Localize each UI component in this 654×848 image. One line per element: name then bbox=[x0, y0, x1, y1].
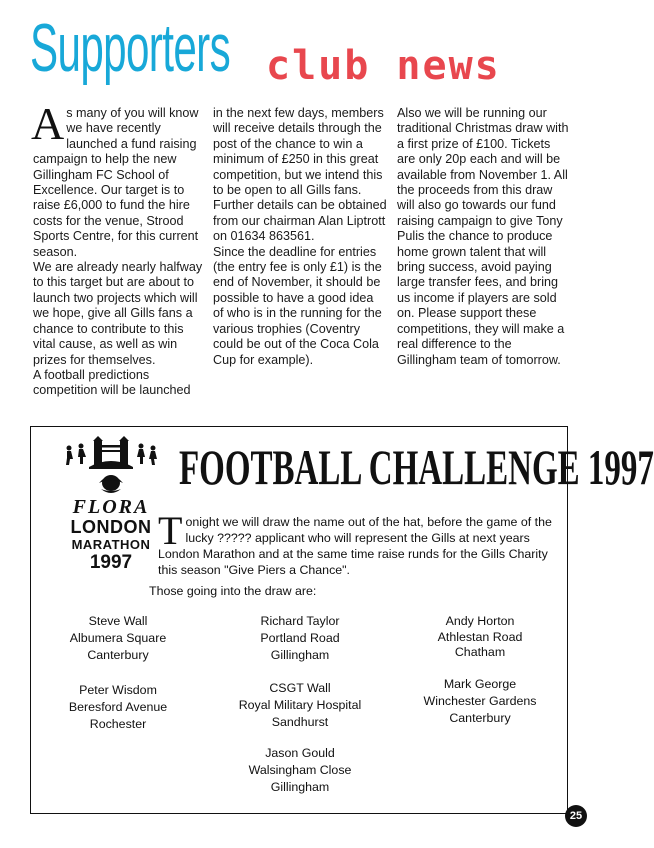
entrant-name: Richard Taylor bbox=[260, 614, 340, 628]
entrant-street: Athlestan Road bbox=[437, 630, 523, 644]
entrant-card bbox=[225, 745, 375, 796]
entrant-town: Canterbury bbox=[449, 711, 511, 725]
page-number-badge: 25 bbox=[565, 805, 587, 827]
paragraph: A football predictions competition will be launched bbox=[33, 367, 191, 398]
entrant-card bbox=[405, 676, 555, 727]
paragraph: Since the deadline for entries (the entry fee is only £1) is the end of November, it should be possible to have a good idea of who is in the running for the various trophies (Coventry could be out of the Coca Cola Cup for example). bbox=[213, 244, 382, 367]
logo-london: LONDON bbox=[70, 517, 152, 537]
entrant-town: Gillingham bbox=[270, 648, 330, 662]
logo-marathon: MARATHON bbox=[71, 537, 151, 552]
heading-club-news: club news bbox=[266, 43, 501, 89]
entrant-town: Gillingham bbox=[270, 780, 330, 794]
article-column-2 bbox=[213, 106, 387, 368]
draw-list-intro: Those going into the draw are: bbox=[149, 584, 317, 598]
entrant-name: Jason Gould bbox=[265, 746, 335, 760]
entrant-card bbox=[405, 613, 555, 660]
entrant-card bbox=[225, 613, 375, 664]
entrant-name: Peter Wisdom bbox=[79, 683, 157, 697]
entrant-town: Canterbury bbox=[87, 648, 149, 662]
football-challenge-box bbox=[30, 426, 654, 814]
entrant-name: CSGT Wall bbox=[269, 681, 331, 695]
entrant-town: Chatham bbox=[454, 645, 506, 659]
entrant-town: Sandhurst bbox=[271, 715, 329, 729]
article-column-3 bbox=[397, 106, 571, 368]
entrant-card bbox=[225, 680, 375, 731]
entrant-street: Albumera Square bbox=[69, 631, 167, 645]
tower-bridge-runners-icon bbox=[63, 439, 159, 499]
entrant-card bbox=[43, 682, 193, 733]
entrant-name: Steve Wall bbox=[88, 614, 148, 628]
paragraph: As many of you will know we have recently launched a fund raising campaign to help the new Gillingham FC School of Excellence. Our target is to raise £6,000 to fund the hire costs for the venue, Strood Sports Centre, for this current season. bbox=[31, 98, 199, 259]
challenge-intro: Tonight we will draw the name out of the hat, before the game of the lucky ????? applicant who will represent the Gills at next years London Marathon and at the same time raise runds for the Gills Charity this season "Give Piers a Chance". bbox=[158, 508, 552, 577]
entrant-street: Royal Military Hospital bbox=[238, 698, 362, 712]
logo-year: 1997 bbox=[89, 552, 133, 573]
entrant-town: Rochester bbox=[89, 717, 147, 731]
entrant-card bbox=[43, 613, 193, 664]
paragraph: We are already nearly halfway to this target but are about to launch two projects which will we hope, give all Gills fans a chance to contribute to this vital cause, as well as win prizes for themselves. bbox=[33, 260, 203, 367]
paragraph: in the next few days, members will receive details through the post of the chance to win a minimum of £250 in this great competition, but we intend this to be open to all Gills fans. Further details can be obtained from our chairman Alan Liptrott on 01634 863561. bbox=[213, 106, 387, 244]
paragraph: Also we will be running our traditional Christmas draw with a first prize of £100. Tickets are only 20p each and will be available from November 1. All the proceeds from this draw will also go towards our fund raising campaign to give Tony Pulis the chance to produce home grown talent that will bring success, avoid paying large transfer fees, and bring us income if players are sold on. Please support these competitions, they will make a real difference to the Gillingham team of tomorrow. bbox=[397, 106, 569, 367]
drop-cap: A bbox=[31, 98, 65, 149]
entrant-street: Winchester Gardens bbox=[423, 694, 537, 708]
entrant-name: Mark George bbox=[443, 677, 517, 691]
entrant-street: Beresford Avenue bbox=[68, 700, 168, 714]
entrant-name: Andy Horton bbox=[445, 614, 515, 628]
drop-cap: T bbox=[158, 508, 183, 553]
article-column-1 bbox=[31, 98, 203, 399]
heading-supporters: Supporters bbox=[30, 10, 231, 86]
entrant-street: Walsingham Close bbox=[248, 763, 352, 777]
logo-brand: FLORA bbox=[72, 496, 150, 518]
entrant-street: Portland Road bbox=[260, 631, 340, 645]
challenge-title: FOOTBALL CHALLENGE 1997 bbox=[179, 439, 654, 495]
